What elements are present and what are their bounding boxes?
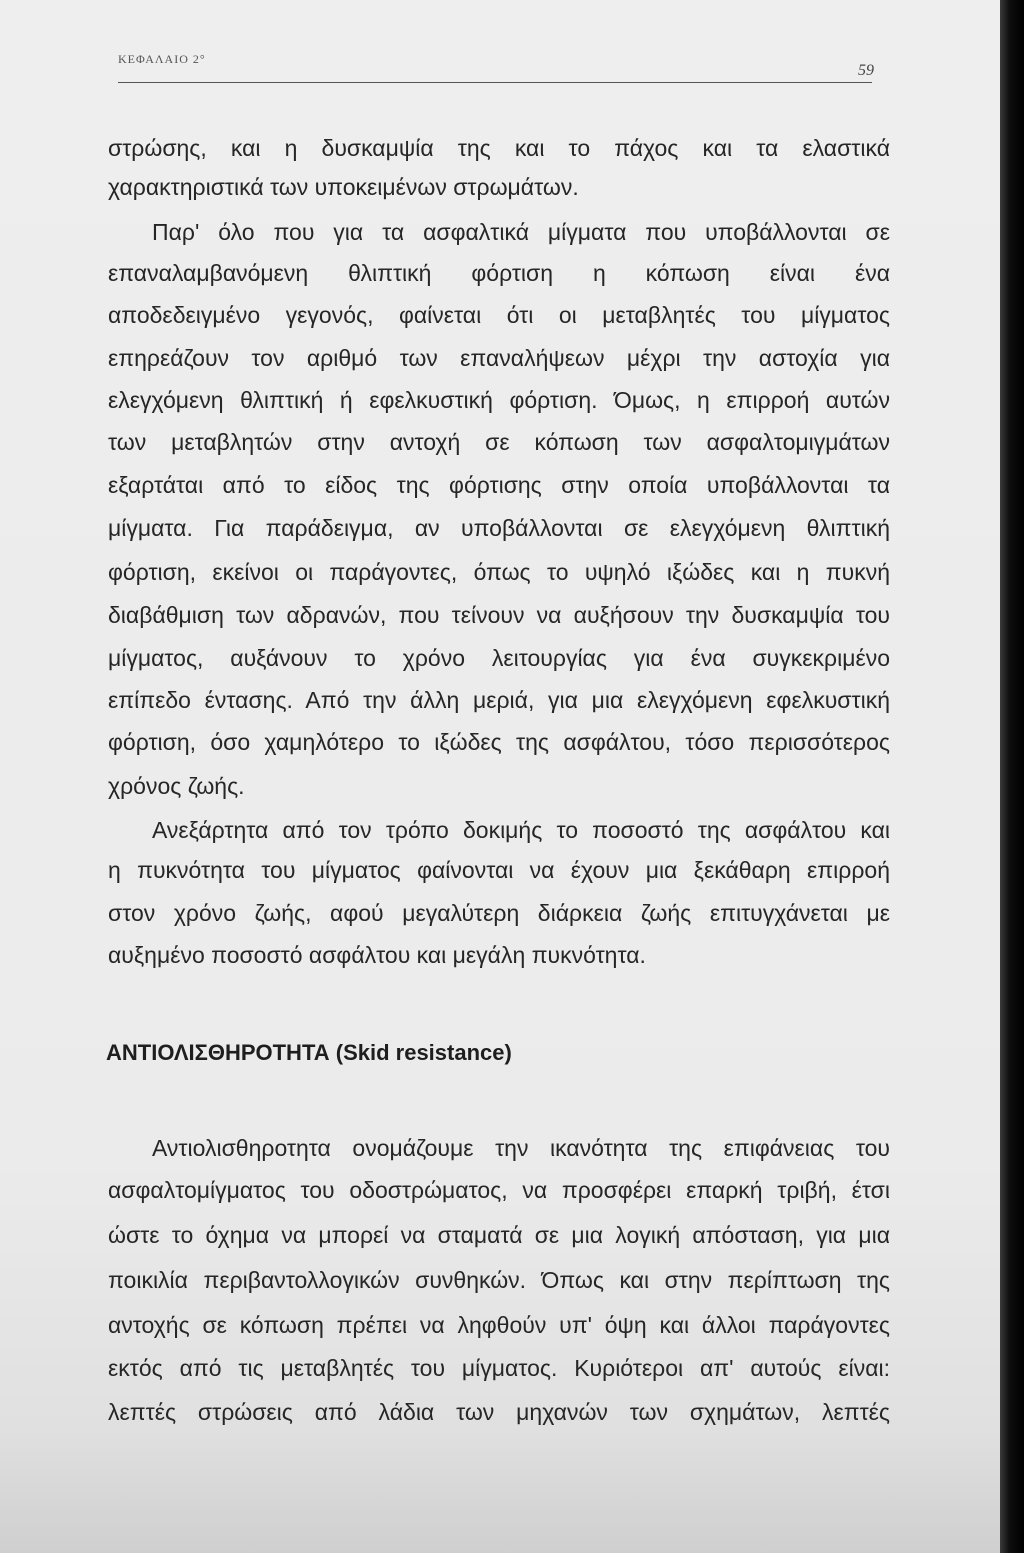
text-line: λεπτές στρώσεις από λάδια των μηχανών των σχημάτων, λεπτές	[108, 1399, 890, 1425]
text-line: στρώσης, και η δυσκαμψία της και το πάχος και τα ελαστικά	[108, 135, 890, 161]
text-line: ασφαλτομίγματος του οδοστρώματος, να προσφέρει επαρκή τριβή, έτσι	[108, 1177, 890, 1203]
text-line: ώστε το όχημα να μπορεί να σταματά σε μια λογική απόσταση, για μια	[108, 1222, 890, 1248]
header-rule	[118, 82, 872, 83]
text-line: αυξημένο ποσοστό ασφάλτου και μεγάλη πυκνότητα.	[108, 942, 646, 968]
text-line: η πυκνότητα του μίγματος φαίνονται να έχουν μια ξεκάθαρη επιρροή	[108, 857, 890, 883]
text-line: επαναλαμβανόμενη θλιπτική φόρτιση η κόπωση είναι ένα	[108, 260, 890, 286]
text-line: των μεταβλητών στην αντοχή σε κόπωση των ασφαλτομιγμάτων	[108, 429, 890, 455]
scan-edge-shadow	[1000, 0, 1024, 1553]
text-line: αντοχής σε κόπωση πρέπει να ληφθούν υπ' όψη και άλλοι παράγοντες	[108, 1312, 890, 1338]
text-line: ελεγχόμενη θλιπτική ή εφελκυστική φόρτιση. Όμως, η επιρροή αυτών	[108, 387, 890, 413]
text-line: διαβάθμιση των αδρανών, που τείνουν να αυξήσουν την δυσκαμψία του	[108, 602, 890, 628]
text-line: Παρ' όλο που για τα ασφαλτικά μίγματα που υποβάλλονται σε	[152, 219, 890, 245]
text-line: φόρτιση, εκείνοι οι παράγοντες, όπως το υψηλό ιξώδες και η πυκνή	[108, 559, 890, 585]
text-line: εκτός από τις μεταβλητές του μίγματος. Κυριότεροι απ' αυτούς είναι:	[108, 1355, 890, 1381]
section-heading: ΑΝΤΙΟΛΙΣΘΗΡΟΤΗΤΑ (Skid resistance)	[106, 1040, 512, 1065]
text-line: στον χρόνο ζωής, αφού μεγαλύτερη διάρκεια ζωής επιτυγχάνεται με	[108, 900, 890, 926]
text-line: επίπεδο έντασης. Από την άλλη μεριά, για μια ελεγχόμενη εφελκυστική	[108, 687, 890, 713]
text-line: ποικιλία περιβαντολλογικών συνθηκών. Όπως και στην περίπτωση της	[108, 1267, 890, 1293]
text-line: φόρτιση, όσο χαμηλότερο το ιξώδες της ασφάλτου, τόσο περισσότερος	[108, 729, 890, 755]
text-line: αποδεδειγμένο γεγονός, φαίνεται ότι οι μεταβλητές του μίγματος	[108, 302, 890, 328]
text-line: επηρεάζουν τον αριθμό των επαναλήψεων μέχρι την αστοχία για	[108, 345, 890, 371]
text-line: χρόνος ζωής.	[108, 773, 245, 799]
page-number: 59	[858, 62, 874, 79]
text-line: Αντιολισθηροτητα ονομάζουμε την ικανότητα της επιφάνειας του	[152, 1135, 890, 1161]
text-line: χαρακτηριστικά των υποκειμένων στρωμάτων.	[108, 174, 579, 200]
text-line: μίγματα. Για παράδειγμα, αν υποβάλλονται σε ελεγχόμενη θλιπτική	[108, 515, 890, 541]
text-line: Ανεξάρτητα από τον τρόπο δοκιμής το ποσοστό της ασφάλτου και	[152, 817, 890, 843]
text-line: εξαρτάται από το είδος της φόρτισης στην οποία υποβάλλονται τα	[108, 472, 890, 498]
text-line: μίγματος, αυξάνουν το χρόνο λειτουργίας για ένα συγκεκριμένο	[108, 645, 890, 671]
running-head-chapter: ΚΕΦΑΛΑΙΟ 2°	[118, 52, 206, 66]
